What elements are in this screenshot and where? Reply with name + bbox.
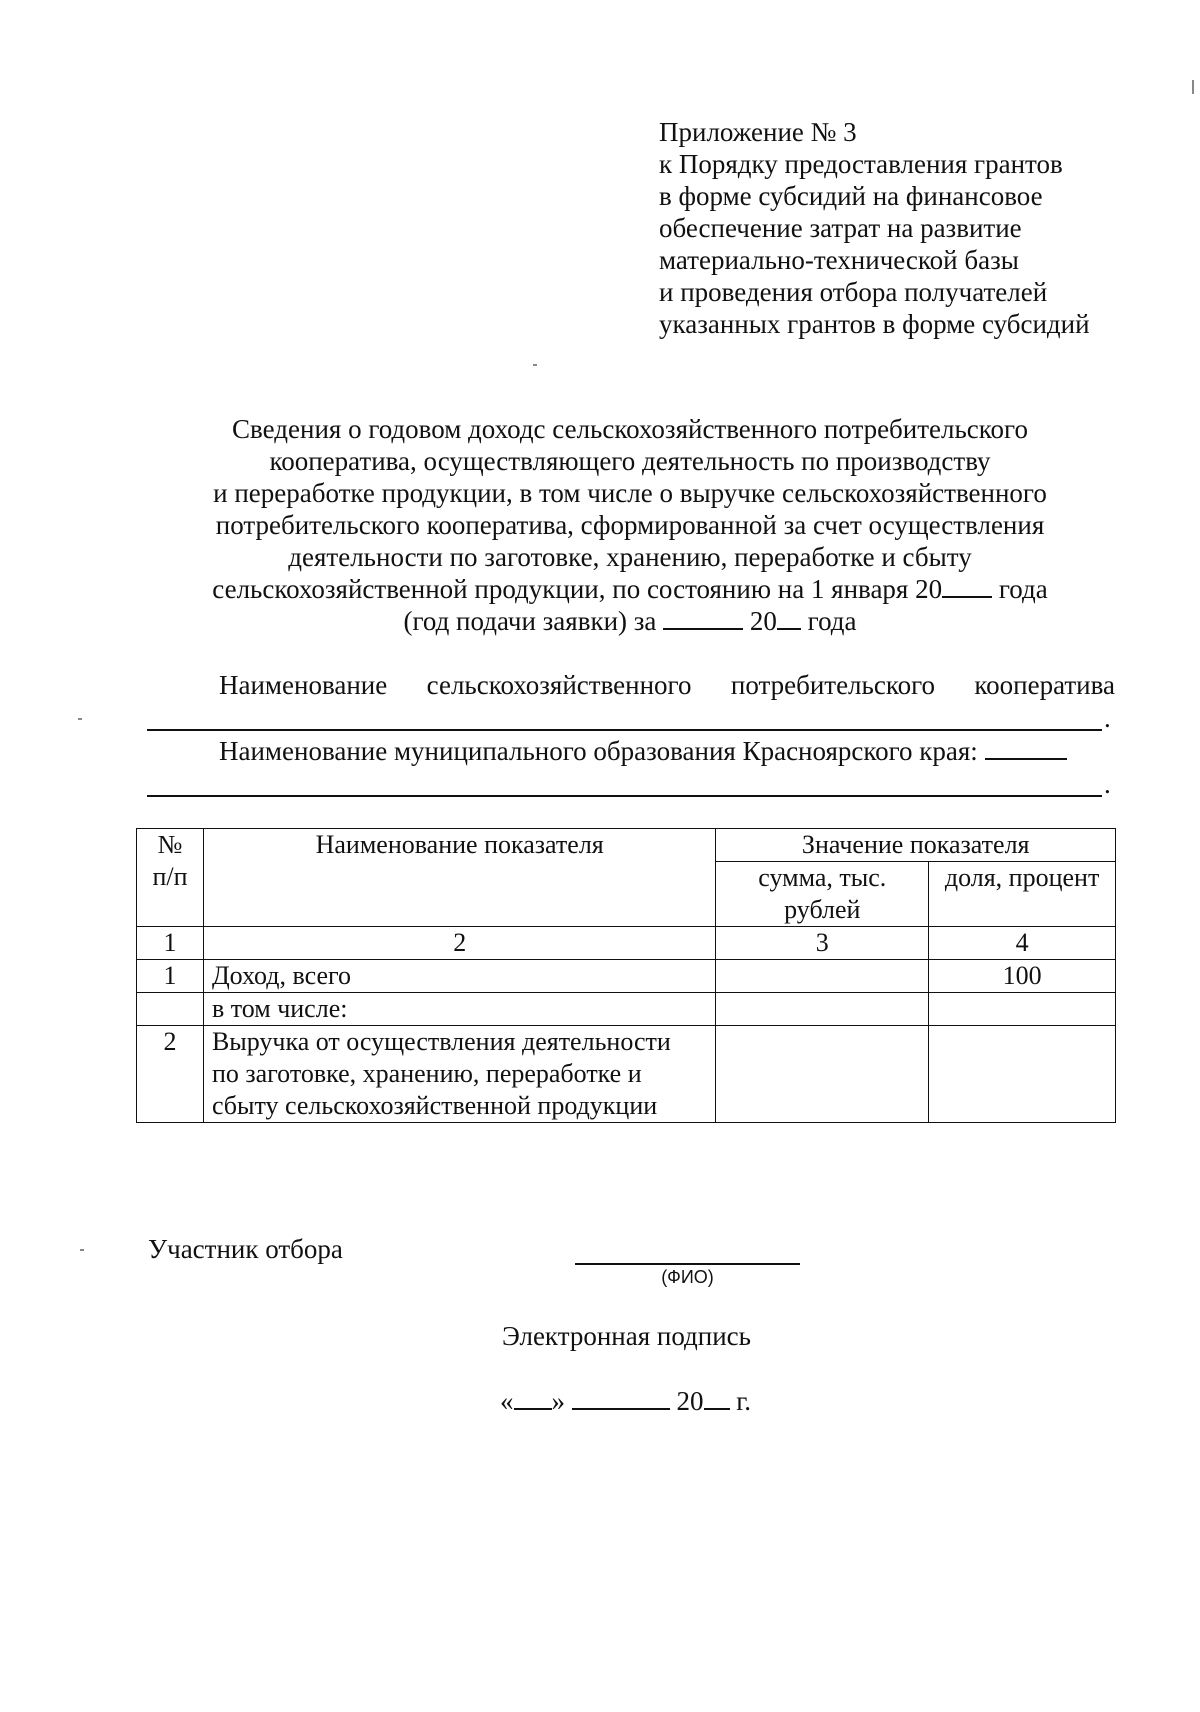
appendix-line: в форме субсидий на финансовое xyxy=(659,181,1043,211)
municipality-line[interactable] xyxy=(147,795,1102,797)
coop-name-label: Наименование сельскохозяйственного потребительского кооператива xyxy=(219,670,1115,700)
year-blank[interactable] xyxy=(942,574,992,598)
indicators-table xyxy=(136,828,1116,1123)
header-sum: сумма, тыс. рублей xyxy=(716,862,929,927)
scan-speck xyxy=(533,364,537,366)
title-line: потребительского кооператива, сформированной за счет осуществления xyxy=(215,510,1045,540)
table-row: в том числе: xyxy=(137,993,1116,1026)
scan-speck xyxy=(78,718,82,720)
period-year-blank[interactable] xyxy=(777,606,801,630)
header-value: Значение показателя xyxy=(716,829,1116,862)
title-line: кооператива, осуществляющего деятельность по производству xyxy=(269,446,991,476)
title-line xyxy=(140,605,1120,637)
appendix-header xyxy=(659,116,1159,340)
appendix-line: Приложение № 3 xyxy=(659,117,857,147)
date-day-blank[interactable] xyxy=(514,1386,552,1410)
title-line: и переработке продукции, в том числе о выручке сельскохозяйственного xyxy=(213,478,1047,508)
date-month-blank[interactable] xyxy=(572,1386,670,1410)
header-name: Наименование показателя xyxy=(203,829,716,927)
header-num: № п/п xyxy=(137,829,204,927)
coop-name-line[interactable] xyxy=(147,729,1102,731)
header-share: доля, процент xyxy=(929,862,1116,927)
table-column-numbers: 1 2 3 4 xyxy=(137,927,1116,960)
date-year-blank[interactable] xyxy=(704,1386,730,1410)
title-date-text: сельскохозяйственной продукции, по состоянию на 1 января 20 xyxy=(212,574,943,604)
fio-line[interactable] xyxy=(575,1263,800,1265)
participant-label: Участник отбора xyxy=(148,1234,343,1264)
income-sum-cell[interactable] xyxy=(716,960,929,993)
appendix-line: указанных грантов в форме субсидий xyxy=(659,309,1090,339)
table-row: 2 Выручка от осуществления деятельности по заготовке, хранению, переработке и сбыту сельскохозяйственной продукции xyxy=(137,1026,1116,1123)
document-title xyxy=(140,413,1120,637)
table-header-row xyxy=(137,829,1116,862)
coop-line-dot: . xyxy=(1104,703,1111,733)
municipality-blank[interactable] xyxy=(985,736,1067,760)
table-row: 1 Доход, всего 100 xyxy=(137,960,1116,993)
title-application-text: (год подачи заявки) за xyxy=(403,606,657,636)
revenue-share-cell[interactable] xyxy=(929,1026,1116,1123)
title-year-word-2: года xyxy=(807,606,857,636)
scan-speck xyxy=(1192,80,1194,94)
period-blank[interactable] xyxy=(663,606,743,630)
municipality-label: Наименование муниципального образования Красноярского края: xyxy=(219,735,1067,767)
title-line: деятельности по заготовке, хранению, переработке и сбыту xyxy=(288,542,972,572)
title-line xyxy=(140,573,1120,605)
title-year-prefix: 20 xyxy=(749,606,777,636)
municipality-line-dot: . xyxy=(1104,769,1111,799)
title-line: Сведения о годовом доходс сельскохозяйственного потребительского xyxy=(232,414,1028,444)
title-year-word: года xyxy=(998,574,1048,604)
scan-speck xyxy=(80,1249,84,1251)
fio-caption: (ФИО) xyxy=(661,1267,714,1287)
appendix-line: и проведения отбора получателей xyxy=(659,277,1048,307)
date-line: « » 20 г. xyxy=(500,1386,752,1416)
appendix-line: обеспечение затрат на развитие xyxy=(659,213,1022,243)
electronic-signature-label: Электронная подпись xyxy=(502,1321,751,1351)
appendix-line: материально-технической базы xyxy=(659,245,1019,275)
appendix-line: к Порядку предоставления грантов xyxy=(659,149,1063,179)
revenue-sum-cell[interactable] xyxy=(716,1026,929,1123)
